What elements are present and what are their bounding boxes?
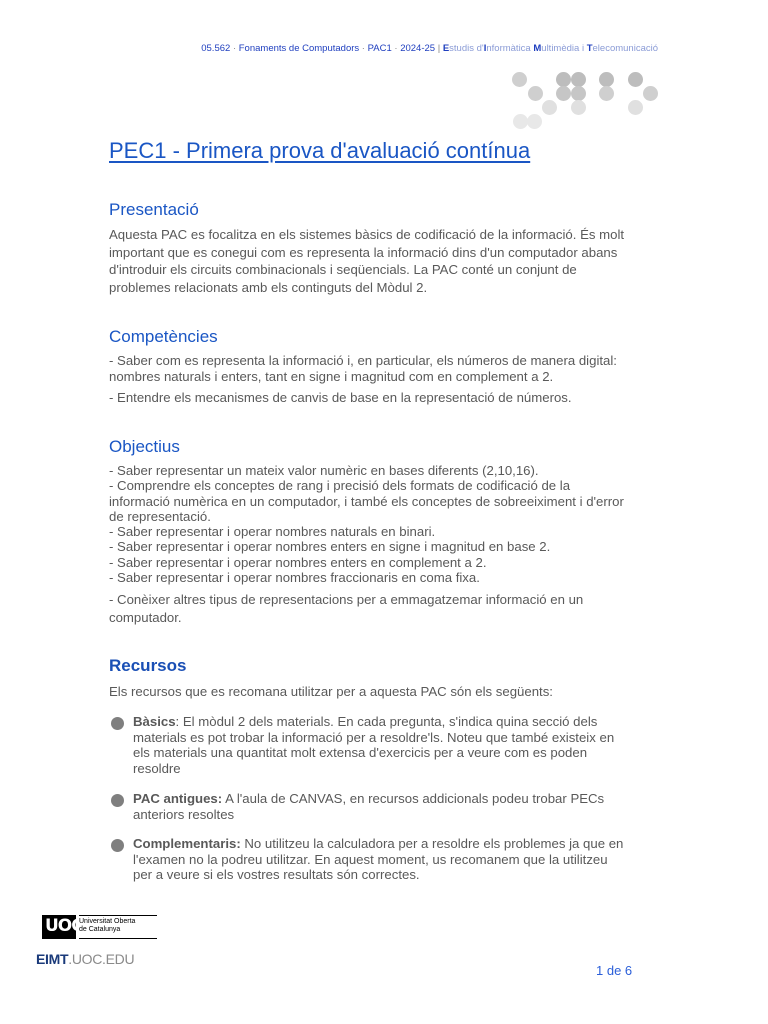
studies-text-3: ultimèdia i: [541, 43, 587, 54]
academic-term: 2024-25: [400, 43, 436, 54]
bullet-icon: [111, 839, 124, 852]
dot-icon: [599, 72, 614, 87]
eimt-logo: EIMT.UOC.EDU: [36, 951, 135, 967]
dot-icon: [528, 86, 543, 101]
studies-initial-e: E: [442, 43, 450, 54]
studies-text-4: elecomunicació: [592, 43, 658, 54]
dot-icon: [556, 72, 571, 87]
uoc-logo-name: Universitat Oberta de Catalunya: [79, 915, 157, 939]
objectius-last-item: - Conèixer altres tipus de representacions per a emmagatzemar informació en un computador.: [109, 592, 584, 625]
studies-initial-m: M: [533, 43, 542, 54]
dot-icon: [571, 86, 586, 101]
objectius-list: - Saber representar un mateix valor numèric en bases diferents (2,10,16). - Comprendre els conceptes de rang i precisió dels formats de codificació de la informació numèrica en un computador, i també els conceptes de sobreeiximent i d'error de representació. - Saber representar i operar nombres naturals en binari. - Saber representar i operar nombres enters en signe i magnitud en base 2. - Saber representar i operar nombres enters en complement a 2. - Saber representar i operar nombres fraccionaris en coma fixa.: [109, 463, 624, 586]
recursos-item-label: Bàsics: [133, 714, 176, 729]
recursos-item-label: Complementaris:: [133, 836, 241, 851]
bullet-icon: [111, 717, 124, 730]
presentacio-paragraph: Aquesta PAC es focalitza en els sistemes bàsics de codificació de la informació. És molt important que es conegui com es representa la informació dins d'un computador abans d'introduir els circuits combinacionals i seqüencials. La PAC conté un conjunt de problemes relacionats amb els continguts del Mòdul 2.: [109, 227, 625, 295]
competencies-item-1: - Saber com es representa la informació i, en particular, els números de manera digital: nombres naturals i enters, tant en signe i magnitud com en complement a 2.: [109, 353, 617, 384]
uoc-logo: [42, 913, 148, 943]
studies-initial-i: I: [483, 43, 487, 54]
dot-icon: [628, 100, 643, 115]
heading-competencies: Competències: [109, 327, 218, 346]
course-name: Fonaments de Computadors: [238, 43, 360, 54]
activity-code: PAC1: [367, 43, 392, 54]
dot-icon: [512, 72, 527, 87]
course-code: 05.562: [201, 43, 231, 54]
page-number: 1 de 6: [596, 963, 633, 978]
bullet-icon: [111, 794, 124, 807]
dot-icon: [527, 114, 542, 129]
dot-icon: [556, 86, 571, 101]
recursos-item-label: PAC antigues:: [133, 791, 223, 806]
page-title[interactable]: PEC1 - Primera prova d'avaluació contínua: [109, 138, 531, 163]
decorative-dot-pattern: [505, 66, 665, 130]
dot-icon: [571, 72, 586, 87]
dot-icon: [513, 114, 528, 129]
heading-objectius: Objectius: [109, 437, 180, 456]
studies-text-1: studis d': [449, 43, 484, 54]
studies-text-2: nformàtica: [486, 43, 534, 54]
heading-recursos: Recursos: [109, 656, 187, 675]
dot-icon: [628, 72, 643, 87]
competencies-item-2: - Entendre els mecanismes de canvis de base en la representació de números.: [109, 390, 572, 405]
recursos-intro: Els recursos que es recomana utilitzar per a aquesta PAC són els següents:: [109, 684, 553, 699]
dot-icon: [542, 100, 557, 115]
dot-icon: [599, 86, 614, 101]
studies-initial-t: T: [586, 43, 593, 54]
dot-icon: [571, 100, 586, 115]
dot-icon: [643, 86, 658, 101]
uoc-logo-mark-icon: UOC: [42, 915, 76, 939]
heading-presentacio: Presentació: [109, 200, 199, 219]
document-header: 05.562 · Fonaments de Computadors · PAC1 · 2024-25 | Estudis d'Informàtica Multimèdia i Telecomunicació: [201, 43, 658, 54]
